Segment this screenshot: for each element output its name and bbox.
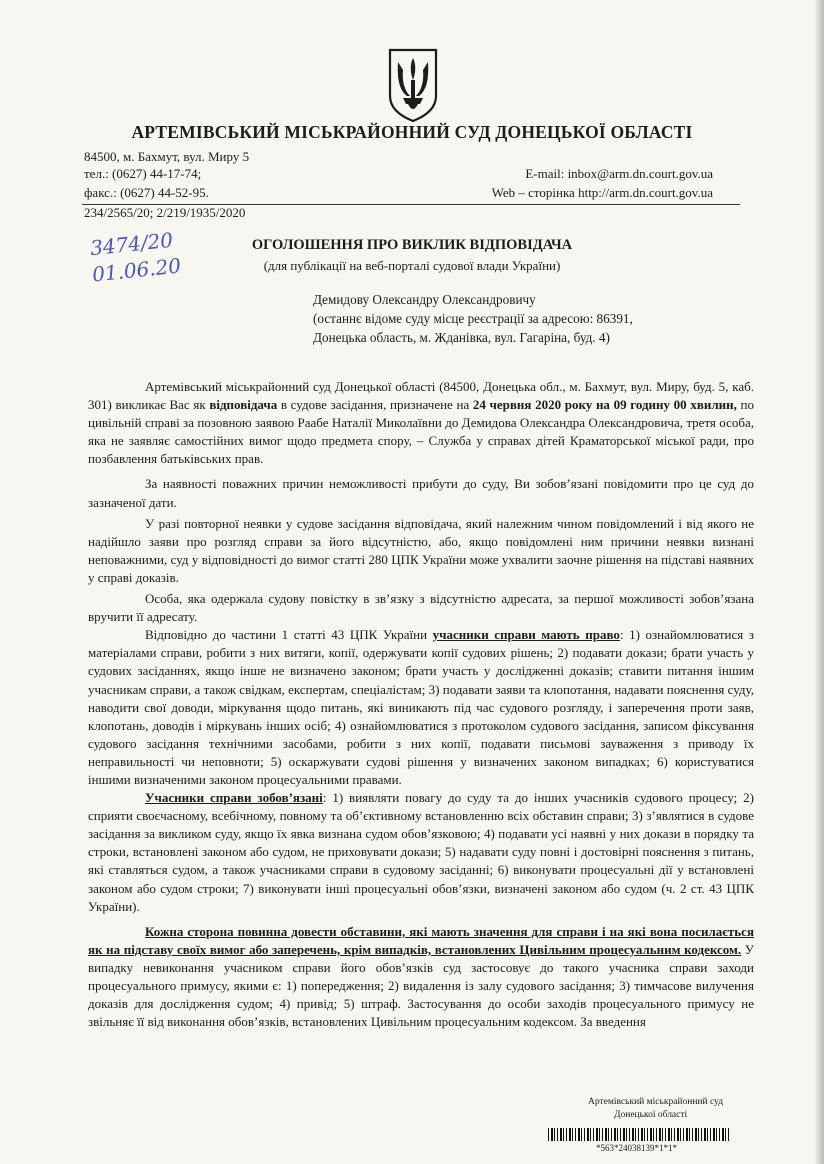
barcode: [548, 1128, 730, 1141]
addressee-address-line1: (останнє відоме суду місце реєстрації за адресою: 86391,: [313, 311, 633, 326]
rights-heading: учасники справи мають право: [432, 627, 620, 643]
text-segment: : 1) ознайомлюватися з матеріалами справи, робити з них витяги, копії, одержувати копії судових рішень; 2) подавати докази; брати участь у судових засіданнях, якщо інше не визначено законом; брати участь у дослідженні доказів; ставити питання іншим учасникам справи, а також свідкам, експертам, спеціалістам; 3) подавати заяви та клопотання, надавати пояснення суду, наводити свої доводи, міркування щодо питань, які виникають під час судового розгляду, і заперечення проти заяв, клопотань, доводів і міркувань інших осіб; 4) ознайомлюватися з протоколом судового засідання, записом фіксування судового засідання технічними засобами, робити з них копії, подавати письмові зауваження з приводу їх неправильності чи неповноти; 5) оскаржувати судові рішення у визначених законом випадках; 6) користуватися іншими визначеними законом процесуальними правами.: [88, 627, 754, 787]
burden-of-proof-emphasis: Кожна сторона повинна довести обставини, які мають значення для справи і на які вона посилається як на підставу своїх вимог або заперечень, крім випадків, встановлених Цивільним процесуальним кодексом.: [88, 923, 754, 957]
paragraph-rights: [88, 626, 754, 789]
handwritten-registration-date: 01.06.20: [90, 253, 183, 287]
court-phone: тел.: (0627) 44-17-74;: [84, 166, 202, 181]
text-segment: Артемівський міськрайонний суд Донецької області (84500, Донецька обл., м. Бахмут, вул. Миру, буд. 5, каб. 301) викликає Вас як: [88, 379, 754, 413]
court-name: АРТЕМІВСЬКИЙ МІСЬКРАЙОННИЙ СУД ДОНЕЦЬКОЇ ОБЛАСТІ: [131, 122, 693, 142]
text-segment: У випадку невиконання учасником справи його обов’язків суд застосовує до такого учасника справи заходи процесуального примусу, якими є: 1) попередження; 2) видалення із залу судового засідання; 3) тимчасове вилучення доказів для дослідження судом; 4) привід; 5) штраф. Застосування до особи заходів процесуального примусу не звільняє її від виконання обов’язків, встановлених Цивільним процесуальним кодексом. За введення: [88, 941, 754, 1030]
paragraph-summons: [88, 378, 754, 468]
text-segment: по цивільній справі за позовною заявою Раабе Наталії Миколаївни до Демидова Олександра Олександровича, третя особа, яка не заявляє самостійних вимог щодо предмета спору, – Служба у справах дітей Краматорської міської ради, про позбавлення батьківських прав.: [88, 397, 754, 467]
page-edge-shadow: [814, 0, 824, 1164]
court-address: 84500, м. Бахмут, вул. Миру 5: [84, 149, 250, 164]
paragraph-notify-court: За наявності поважних причин неможливості прибути до суду, Ви зобов’язані повідомити про це суд до зазначеної дати.: [88, 476, 754, 510]
court-fax: факс.: (0627) 44-52-95.: [84, 185, 209, 200]
notice-subtitle: (для публікації на веб-порталі судової влади України): [263, 258, 561, 273]
role-emphasis: відповідача: [209, 397, 278, 413]
stamp-court-line1: Артемівський міськрайонний суд: [588, 1097, 724, 1107]
addressee-name: Демидову Олександру Олександровичу: [313, 292, 536, 307]
obligations-heading: Учасники справи зобов’язані: [145, 790, 323, 806]
barcode-number: *563*24038139*1*1*: [596, 1143, 677, 1153]
paragraph-summons-delivery: Особа, яка одержала судову повістку в зв’язку з відсутністю адресата, за першої можливості зобов’язана вручити її адресату.: [88, 591, 754, 625]
paragraph-obligations: [88, 789, 754, 916]
court-email: E-mail: inbox@arm.dn.court.gov.ua: [525, 166, 713, 181]
text-segment: Відповідно до частини 1 статті 43 ЦПК України: [145, 627, 433, 643]
hearing-datetime: 24 червня 2020 року на 09 годину 00 хвилин,: [472, 397, 737, 413]
addressee-address-line2: Донецька область, м. Жданівка, вул. Гагаріна, буд. 4): [313, 330, 610, 345]
court-website: Web – сторінка http://arm.dn.court.gov.ua: [491, 185, 713, 200]
text-segment: в судове засідання, призначене на: [277, 397, 473, 413]
paragraph-absence: У разі повторної неявки у судове засідання відповідача, який належним чином повідомлений і від якого не надійшло заяви про розгляд справи за його відсутністю, або, якщо повідомлені ним причини неявки визнані неповажними, суд у відповідності до вимог статті 280 ЦПК України може ухвалити заочне рішення на підставі наявних у справі доказів.: [88, 515, 754, 585]
stamp-court-line2: Донецької області: [614, 1110, 688, 1120]
notice-title: ОГОЛОШЕННЯ ПРО ВИКЛИК ВІДПОВІДАЧА: [251, 237, 573, 253]
notice-body: [88, 378, 754, 1031]
coat-of-arms-icon: [386, 46, 440, 124]
paragraph-burden-of-proof: [88, 923, 754, 1032]
handwritten-registration-number: 3474/20: [88, 227, 175, 261]
case-numbers: 234/2565/20; 2/219/1935/2020: [84, 205, 246, 220]
text-segment: : 1) виявляти повагу до суду та до інших учасників судового процесу; 2) сприяти своєчасному, всебічному, повному та об’єктивному встановленню всіх обставин справи; 3) з’являтися в судове засідання за викликом суду, якщо їх явка визнана судом обов’язковою; 4) подавати усі наявні у них докази в порядку та строки, встановлені законом або судом, не приховувати докази; 5) надавати суду повні і достовірні пояснення з питань, які ставляться судом, а також учасниками справи в судовому засіданні; 6) виконувати процесуальні дії у встановлені законом або судом строки; 7) виконувати інші процесуальні обов’язки, визначені законом або судом (ч. 2 ст. 43 ЦПК України).: [88, 790, 754, 914]
